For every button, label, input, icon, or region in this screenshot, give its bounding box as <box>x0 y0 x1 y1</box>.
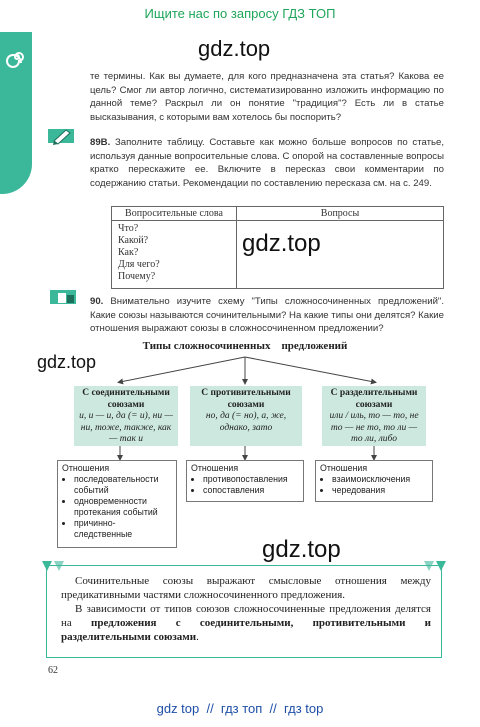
exercise-89-number: 89В. <box>90 137 111 148</box>
exercise-90-text: Внимательно изучите схему "Типы сложносочиненных предложений". Какие союзы называются сочинительными? На какие типы они делятся? Какие отношения выражают союзы в сложносочиненном предложении? <box>90 296 444 334</box>
rule-paragraph-2 <box>61 602 431 644</box>
type-conjunctions: и, и — и, да (= и), ни — ни, тоже, также, как — так и <box>79 411 173 444</box>
table-header-words: Вопросительные слова <box>112 207 237 221</box>
table-word: Для чего? <box>118 259 160 270</box>
relation-item: • взаимоисключения <box>332 474 428 485</box>
exercise-89-text: Заполните таблицу. Составьте как можно больше вопросов по статье, используя данные вопросительные слова. С опорой на составленные вопросы кратко перескажите ее. Включите в пересказ свои комментарии по содержанию статьи. Рекомендации по составлению пересказа см. на с. 249. <box>90 137 444 189</box>
exercise-90-number: 90. <box>90 296 104 307</box>
rule-p2-start: В зависимости от типов союзов сложносочиненные предложения делятся на <box>61 603 431 629</box>
watermark-2: gdz.top <box>242 230 321 257</box>
rule-p2-bold: предложения с соединительными, противительными и разделительными союзами <box>61 617 431 643</box>
relation-item: • чередования <box>332 485 428 496</box>
intro-paragraph: те термины. Как вы думаете, для кого предназначена эта статья? Какова ее цель? Смог ли автор логично, систематизированно изложить информацию по данной теме? Раскрыл ли он понятие "традиция"? Есть ли в статье высказывания, с которыми вам хотелось бы поспорить? <box>90 71 444 123</box>
table-word: Как? <box>118 247 139 258</box>
type-head: С разделительными союзами <box>330 388 418 410</box>
type-head: С противительными союзами <box>201 388 291 410</box>
relations-label: Отношения <box>62 463 110 473</box>
rule-box <box>46 565 442 658</box>
relations-box-disjunctive <box>315 460 433 502</box>
watermark-3: gdz.top <box>37 352 97 372</box>
relations-label: Отношения <box>191 463 239 473</box>
table-word: Почему? <box>118 271 156 282</box>
table-word: Какой? <box>118 235 149 246</box>
type-box-adversative <box>190 386 302 446</box>
relation-item: • противопоставления <box>203 474 299 485</box>
relations-label: Отношения <box>320 463 368 473</box>
relation-item: • причинно-следственные <box>74 518 172 540</box>
relation-item: • одновременности протекания событий <box>74 496 172 518</box>
table-word: Что? <box>118 223 139 234</box>
relation-item: • сопоставления <box>203 485 299 496</box>
footer-links: gdz top // гдз топ // гдз top <box>156 701 324 716</box>
type-box-disjunctive <box>322 386 426 446</box>
type-box-coordinating <box>74 386 178 446</box>
type-conjunctions: или / иль, то — то, не то — не то, то ли — то ли, либо <box>329 411 419 444</box>
type-conjunctions: но, да (= но), а, же, однако, зато <box>205 411 287 433</box>
rule-paragraph-1: Сочинительные союзы выражают смысловые отношения между предикативными частями сложносочиненного предложения. <box>61 575 431 601</box>
relations-box-coordinating <box>57 460 177 548</box>
diagram-title: Типы сложносочиненных предложений <box>142 340 348 352</box>
watermark-4: gdz.top <box>262 536 341 563</box>
type-head: С соединительными союзами <box>82 388 170 410</box>
page-number: 62 <box>48 665 58 676</box>
watermark-1: gdz.top <box>198 36 271 61</box>
relations-box-adversative <box>186 460 304 502</box>
rule-p2-end: . <box>196 631 199 643</box>
table-header-questions: Вопросы <box>237 207 444 221</box>
relation-item: • последовательности событий <box>74 474 172 496</box>
top-banner: Ищите нас по запросу ГДЗ ТОП <box>144 6 336 21</box>
